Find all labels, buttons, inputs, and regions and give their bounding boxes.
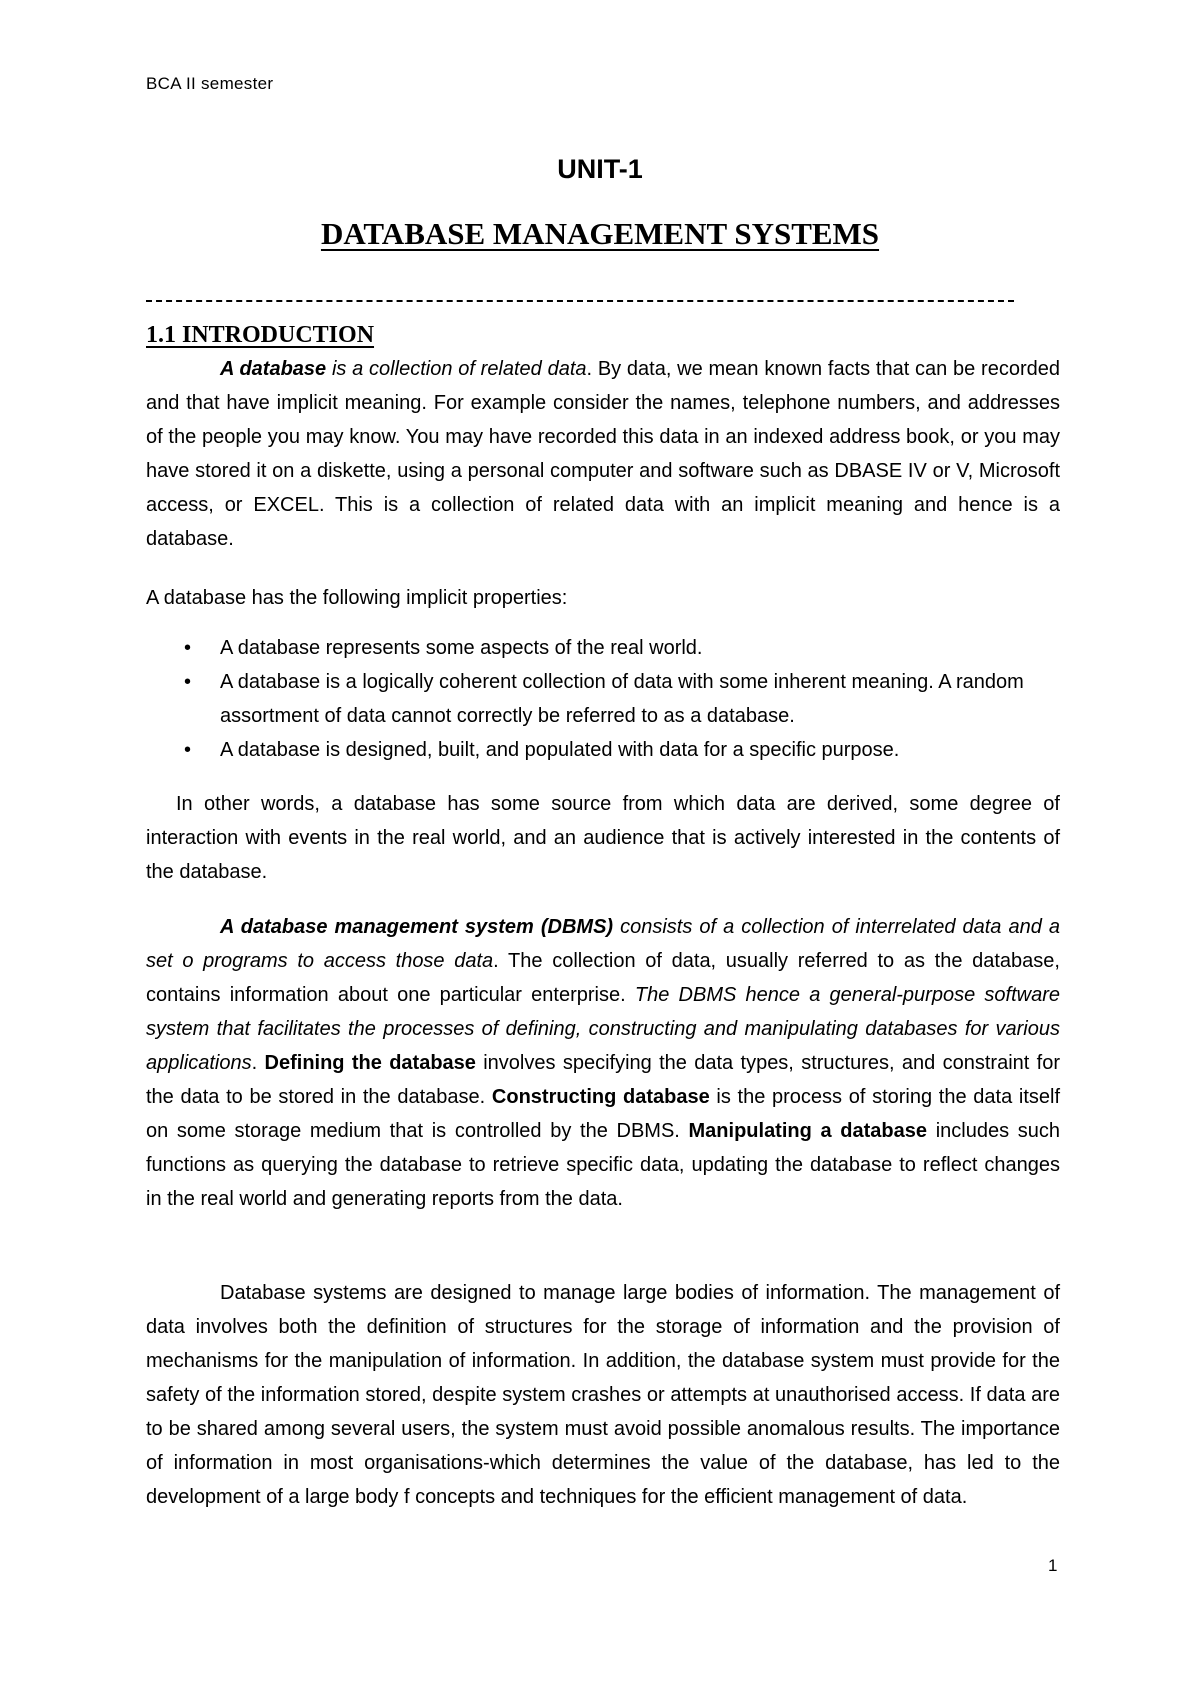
manipulating-text: includes such functions as querying the database to retrieve specific data, updating the database to reflect changes in the real world and generating reports from the data.	[146, 1120, 1060, 1210]
document-title: DATABASE MANAGEMENT SYSTEMS	[320, 216, 880, 251]
defining-term: Defining the database	[264, 1052, 476, 1074]
constructing-text: is the process of storing the data itself on some storage medium that is controlled by the DBMS.	[146, 1086, 1061, 1142]
list-item	[146, 631, 1060, 665]
list-item-text: A database is designed, built, and populated with data for a specific purpose.	[220, 739, 900, 761]
dbms-italic-sentence: The DBMS hence a general-purpose software system that facilitates the processes of defining, constructing and manipulating databases for various applications	[146, 984, 1061, 1074]
intro-definition: is a collection of related data	[326, 358, 587, 380]
dbms-term: A database management system (DBMS)	[220, 916, 614, 938]
constructing-term: Constructing database	[491, 1086, 710, 1108]
dashed-divider	[146, 300, 1014, 302]
defining-text: involves specifying the data types, structures, and constraint for the data to be stored in the database.	[146, 1052, 1060, 1108]
dbms-text: . The collection of data, usually referred to as the database, contains information about one particular enterprise.	[146, 950, 1060, 1006]
unit-title: UNIT-1	[557, 154, 643, 184]
dbms-definition: consists of a collection of interrelated data and a set o programs to access those data	[146, 916, 1060, 972]
intro-text: . By data, we mean known facts that can be recorded and that have implicit meaning. For example consider the names, telephone numbers, and addresses of the people you may know. You may have recorded this data in an indexed address book, or you may have stored it on a diskette, using a personal computer and software such as DBASE IV or V, Microsoft access, or EXCEL. This is a collection of related data with an implicit meaning and hence is a database.	[146, 358, 1060, 550]
list-item	[146, 733, 1060, 767]
section-heading: 1.1 INTRODUCTION	[146, 322, 375, 348]
page-number: 1	[1048, 1556, 1058, 1575]
list-item-text: A database represents some aspects of the real world.	[220, 637, 703, 659]
properties-list	[146, 631, 1060, 767]
header-note: BCA II semester	[146, 74, 274, 93]
other-words-paragraph: In other words, a database has some source from which data are derived, some degree of interaction with events in the real world, and an audience that is actively interested in the contents of the database.	[146, 793, 1060, 883]
list-item-text: A database is a logically coherent collection of data with some inherent meaning. A random assortment of data cannot correctly be referred to as a database.	[220, 671, 1024, 727]
list-item	[146, 665, 1060, 733]
bullet-icon: •	[184, 671, 192, 693]
properties-lead: A database has the following implicit properties:	[146, 587, 568, 609]
intro-term: A database	[220, 358, 327, 380]
manipulating-term: Manipulating a database	[688, 1120, 928, 1142]
systems-paragraph: Database systems are designed to manage large bodies of information. The management of data involves both the definition of structures for the storage of information and the provision of mechanisms for the manipulation of information. In addition, the database system must provide for the safety of the information stored, despite system crashes or attempts at unauthorised access. If data are to be shared among several users, the system must avoid possible anomalous results. The importance of information in most organisations-which determines the value of the database, has led to the development of a large body f concepts and techniques for the efficient management of data.	[146, 1282, 1060, 1508]
dbms-separator: .	[251, 1052, 265, 1074]
bullet-icon: •	[184, 637, 192, 659]
intro-paragraph	[146, 352, 1060, 556]
dbms-paragraph	[146, 910, 1060, 1216]
bullet-icon: •	[184, 739, 192, 761]
